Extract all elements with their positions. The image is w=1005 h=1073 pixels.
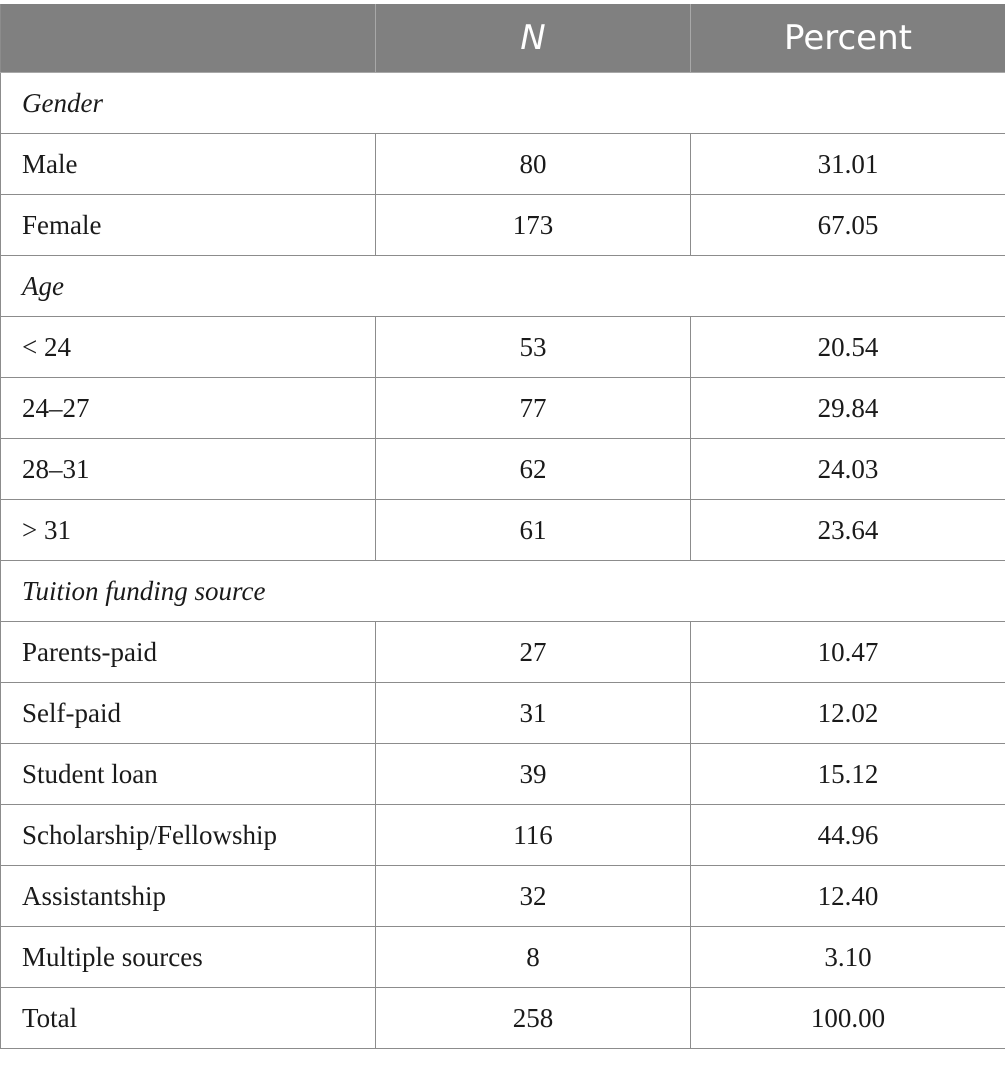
header-label-column	[1, 4, 376, 73]
row-label: > 31	[1, 500, 376, 561]
row-label: Parents-paid	[1, 622, 376, 683]
row-label: Male	[1, 134, 376, 195]
section-row	[1, 73, 1005, 134]
table-row	[1, 134, 1005, 195]
row-label: 24–27	[1, 378, 376, 439]
row-n-value: 77	[376, 378, 691, 439]
row-percent-value: 24.03	[691, 439, 1005, 500]
table-row	[1, 439, 1005, 500]
row-n-value: 258	[376, 988, 691, 1049]
table-row	[1, 927, 1005, 988]
row-label: Assistantship	[1, 866, 376, 927]
row-label: 28–31	[1, 439, 376, 500]
section-row	[1, 561, 1005, 622]
row-n-value: 32	[376, 866, 691, 927]
table-row	[1, 195, 1005, 256]
row-label: Scholarship/Fellowship	[1, 805, 376, 866]
row-label: < 24	[1, 317, 376, 378]
row-label: Total	[1, 988, 376, 1049]
table-row	[1, 317, 1005, 378]
section-row	[1, 256, 1005, 317]
row-n-value: 80	[376, 134, 691, 195]
row-n-value: 39	[376, 744, 691, 805]
row-percent-value: 29.84	[691, 378, 1005, 439]
section-label: Gender	[1, 73, 1005, 134]
row-percent-value: 100.00	[691, 988, 1005, 1049]
table-row	[1, 988, 1005, 1049]
row-label: Student loan	[1, 744, 376, 805]
table-header-row	[1, 4, 1005, 73]
row-label: Self-paid	[1, 683, 376, 744]
row-percent-value: 12.40	[691, 866, 1005, 927]
row-percent-value: 10.47	[691, 622, 1005, 683]
table-row	[1, 378, 1005, 439]
row-n-value: 173	[376, 195, 691, 256]
header-n-column: N	[376, 4, 691, 73]
row-label: Female	[1, 195, 376, 256]
row-n-value: 8	[376, 927, 691, 988]
demographics-table	[0, 4, 1005, 1049]
table-row	[1, 805, 1005, 866]
table-container	[0, 4, 1005, 1049]
table-row	[1, 622, 1005, 683]
section-label: Tuition funding source	[1, 561, 1005, 622]
row-n-value: 31	[376, 683, 691, 744]
header-percent-column: Percent	[691, 4, 1005, 73]
row-n-value: 116	[376, 805, 691, 866]
row-percent-value: 44.96	[691, 805, 1005, 866]
row-label: Multiple sources	[1, 927, 376, 988]
row-n-value: 62	[376, 439, 691, 500]
row-percent-value: 67.05	[691, 195, 1005, 256]
row-percent-value: 12.02	[691, 683, 1005, 744]
table-row	[1, 500, 1005, 561]
row-percent-value: 15.12	[691, 744, 1005, 805]
table-row	[1, 744, 1005, 805]
row-percent-value: 23.64	[691, 500, 1005, 561]
row-n-value: 61	[376, 500, 691, 561]
table-body	[1, 73, 1005, 1049]
row-percent-value: 31.01	[691, 134, 1005, 195]
row-n-value: 27	[376, 622, 691, 683]
row-percent-value: 3.10	[691, 927, 1005, 988]
section-label: Age	[1, 256, 1005, 317]
row-percent-value: 20.54	[691, 317, 1005, 378]
table-row	[1, 866, 1005, 927]
table-row	[1, 683, 1005, 744]
row-n-value: 53	[376, 317, 691, 378]
